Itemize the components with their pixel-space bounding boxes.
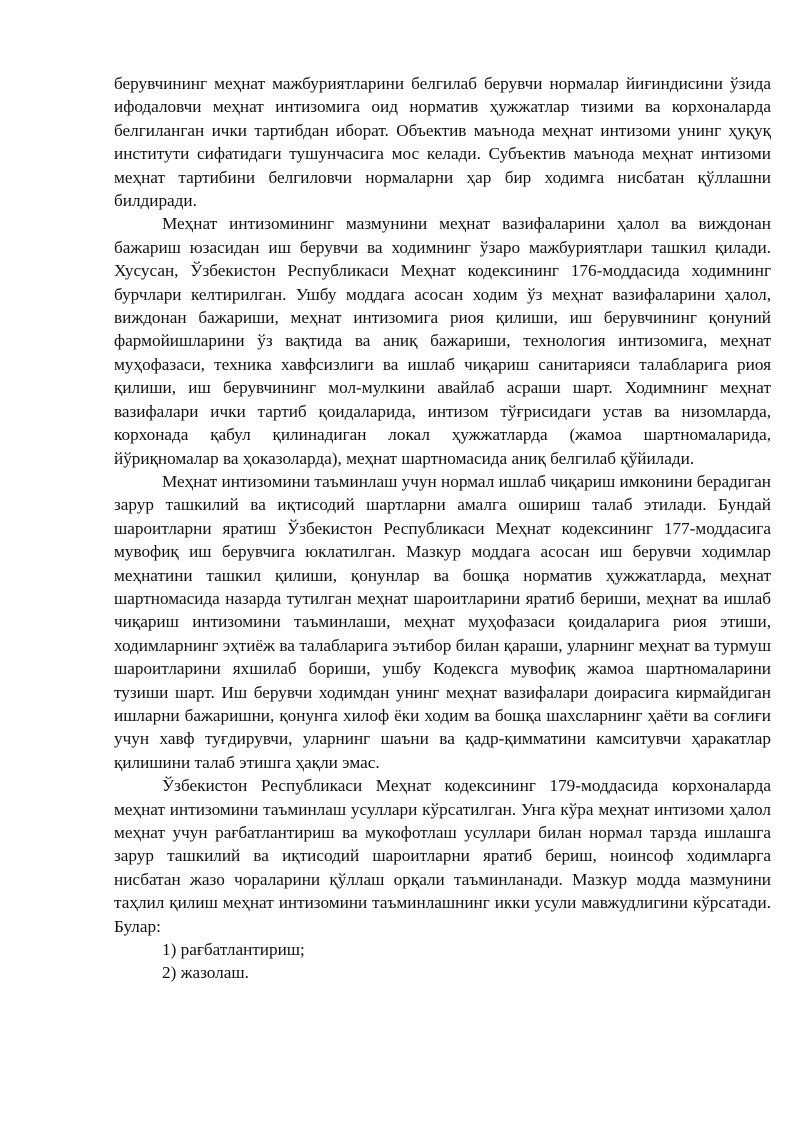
paragraph-continuation: берувчининг меҳнат мажбуриятларини белгилаб берувчи нормалар йиғиндисини ўзида ифодаловчи меҳнат интизомига оид норматив ҳужжатлар тизими ва корхоналарда белгиланган ички тартибдан иборат. Объектив маънода меҳнат интизоми унинг ҳуқуқ институти сифатидаги тушунчасига мос келади. Субъектив маънода меҳнат интизоми меҳнат тартибини белгиловчи нормаларни ҳар бир ходимга нисбатан қўллашни билдиради. [114,74,771,211]
document-page [114,72,771,985]
list-item-punishment: 2) жазолаш. [162,963,249,983]
paragraph-employer-duties: Меҳнат интизомини таъминлаш учун нормал ишлаб чиқариш имконини берадиган зарур ташкилий ва иқтисодий шартларни амалга ошириш талаб этилади. Бундай шароитларни яратиш Ўзбекистон Республикаси Меҳнат кодексининг 177-моддасига мувофиқ иш берувчига юклатилган. Мазкур моддага асосан иш берувчи ходимлар меҳнатини ташкил қилиши, қонунлар ва бошқа норматив ҳужжатларда, меҳнат шартномасида назарда тутилган меҳнат шароитларини яратиб бериши, меҳнат ва ишлаб чиқариш интизомини таъминлаши, меҳнат муҳофазаси қоидаларига риоя этиши, ходимларнинг эҳтиёж ва талабларига эътибор билан қараши, уларнинг меҳнат ва турмуш шароитларини яхшилаб бориши, ушбу Кодексга мувофиқ жамоа шартномаларини тузиши шарт. Иш берувчи ходимдан унинг меҳнат вазифалари доирасига кирмайдиган ишларни бажаришни, қонунга хилоф ёки ходим ва бошқа шахсларнинг ҳаёти ва соғлиғи учун хавф туғдирувчи, уларнинг шаъни ва қадр-қимматини камситувчи ҳаракатлар қилишини талаб этишга ҳақли эмас. [114,471,771,772]
list-item-incentive: 1) рағбатлантириш; [162,940,305,960]
paragraph-discipline-methods: Ўзбекистон Республикаси Меҳнат кодексининг 179-моддасида корхоналарда меҳнат интизомини таъминлаш усуллари кўрсатилган. Унга кўра меҳнат интизоми ҳалол меҳнат учун рағбатлантириш ва мукофотлаш усуллари билан нормал тарзда ишлашга зарур ташкилий ва иқтисодий шароитларни яратиб бериш, ноинсоф ходимларга нисбатан жазо чораларини қўллаш орқали таъминланади. Мазкур модда мазмунини таҳлил қилиш меҳнат интизомини таъминлашнинг икки усули мавжудлигини кўрсатади. Булар: [114,776,771,936]
paragraph-discipline-content: Меҳнат интизомининг мазмунини меҳнат вазифаларини ҳалол ва виждонан бажариш юзасидан иш берувчи ва ходимнинг ўзаро мажбуриятлари ташкил қилади. Хусусан, Ўзбекистон Республикаси Меҳнат кодексининг 176-моддасида ходимнинг бурчлари келтирилган. Ушбу моддага асосан ходим ўз меҳнат вазифаларини ҳалол, виждонан бажариши, меҳнат интизомига риоя қилиши, иш берувчининг қонуний фармойишларини ўз вақтида ва аниқ бажариши, технология интизомига, меҳнат муҳофазаси, техника хавфсизлиги ва ишлаб чиқариш санитарияси талабларига риоя қилиши, иш берувчининг мол-мулкини авайлаб асраши шарт. Ходимнинг меҳнат вазифалари ички тартиб қоидаларида, интизом тўғрисидаги устав ва низомларда, корхонада қабул қилинадиган локал ҳужжатларда (жамоа шартномаларида, йўриқномалар ва ҳоказоларда), меҳнат шартномасида аниқ белгилаб қўйилади. [114,214,771,468]
